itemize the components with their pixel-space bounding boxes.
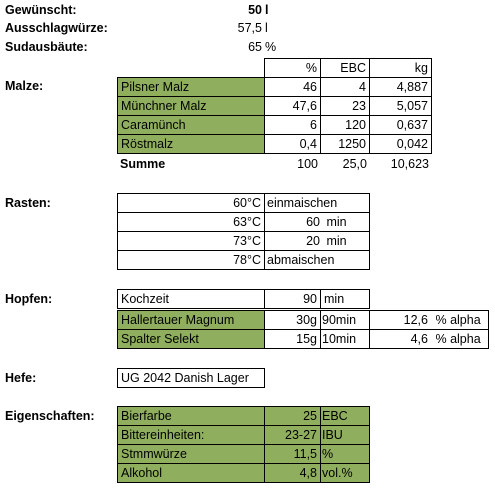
malze-summe-kg: 10,623 bbox=[390, 157, 429, 171]
kochzeit-unit: min bbox=[320, 289, 370, 309]
rast-temp: 63°C bbox=[117, 212, 265, 232]
rast-text: abmaischen bbox=[264, 250, 370, 270]
gewuenscht-value: 50 bbox=[248, 3, 262, 17]
hopfen-alpha-value: 4,6 bbox=[410, 332, 428, 346]
rast-duration-unit: min bbox=[326, 215, 347, 229]
eigenschaft-name: Bittereinheiten: bbox=[117, 425, 265, 445]
rast-temp: 60°C bbox=[117, 193, 265, 213]
malze-col-pct: % bbox=[264, 58, 321, 78]
eigenschaft-name: Stmmwürze bbox=[117, 444, 265, 464]
ausschlag-value: 57,5 bbox=[237, 21, 262, 35]
malze-summe-pct: 100 bbox=[297, 157, 318, 171]
hefe-label: Hefe: bbox=[5, 371, 37, 385]
hopfen-time: 90min bbox=[320, 310, 370, 330]
eigenschaft-unit: vol.% bbox=[320, 463, 370, 483]
hopfen-alpha-unit: % alpha bbox=[435, 332, 481, 346]
malz-kg: 0,637 bbox=[369, 115, 432, 135]
kochzeit-label: Kochzeit bbox=[117, 289, 265, 309]
gewuenscht-label: Gewünscht: bbox=[5, 3, 77, 17]
eigenschaften-label: Eigenschaften: bbox=[5, 409, 95, 423]
eigenschaft-unit: % bbox=[320, 444, 370, 464]
eigenschaft-name: Bierfarbe bbox=[117, 406, 265, 426]
malze-col-ebc: EBC bbox=[320, 58, 370, 78]
gewuenscht-unit: l bbox=[265, 3, 269, 17]
eigenschaft-value: 11,5 bbox=[264, 444, 321, 464]
hopfen-amount: 30g bbox=[264, 310, 321, 330]
rast-duration-unit: min bbox=[326, 234, 347, 248]
hopfen-name: Hallertauer Magnum bbox=[117, 310, 265, 330]
rast-duration bbox=[264, 212, 370, 232]
rast-text: einmaischen bbox=[264, 193, 370, 213]
malz-ebc: 4 bbox=[320, 77, 370, 97]
malz-name: Münchner Malz bbox=[117, 96, 265, 116]
eigenschaft-value: 25 bbox=[264, 406, 321, 426]
hopfen-name: Spalter Selekt bbox=[117, 329, 265, 349]
malz-pct: 46 bbox=[264, 77, 321, 97]
malz-kg: 4,887 bbox=[369, 77, 432, 97]
eigenschaft-unit: IBU bbox=[320, 425, 370, 445]
malze-col-kg: kg bbox=[369, 58, 432, 78]
eigenschaft-name: Alkohol bbox=[117, 463, 265, 483]
hopfen-alpha-unit: % alpha bbox=[435, 313, 481, 327]
rast-duration bbox=[264, 231, 370, 251]
malz-name: Röstmalz bbox=[117, 134, 265, 154]
hopfen-alpha bbox=[369, 310, 489, 330]
malz-name: Pilsner Malz bbox=[117, 77, 265, 97]
malz-pct: 6 bbox=[264, 115, 321, 135]
malze-summe-label: Summe bbox=[120, 157, 166, 171]
malz-kg: 0,042 bbox=[369, 134, 432, 154]
rast-duration-value: 20 bbox=[306, 234, 320, 248]
malz-ebc: 23 bbox=[320, 96, 370, 116]
hopfen-amount: 15g bbox=[264, 329, 321, 349]
rast-temp: 73°C bbox=[117, 231, 265, 251]
malz-name: Caramünch bbox=[117, 115, 265, 135]
hopfen-time: 10min bbox=[320, 329, 370, 349]
eigenschaft-value: 4,8 bbox=[264, 463, 321, 483]
rast-duration-value: 60 bbox=[306, 215, 320, 229]
ausschlag-label: Ausschlagwürze: bbox=[5, 21, 108, 35]
hefe-value: UG 2042 Danish Lager bbox=[117, 368, 265, 388]
kochzeit-value: 90 bbox=[264, 289, 321, 309]
ausschlag-unit: l bbox=[265, 21, 268, 35]
hopfen-alpha-value: 12,6 bbox=[403, 313, 428, 327]
hopfen-label: Hopfen: bbox=[5, 292, 53, 306]
sudausbeute-value: 65 bbox=[248, 40, 262, 54]
malz-ebc: 1250 bbox=[320, 134, 370, 154]
malz-kg: 5,057 bbox=[369, 96, 432, 116]
malze-summe-ebc: 25,0 bbox=[342, 157, 367, 171]
rasten-label: Rasten: bbox=[5, 196, 51, 210]
sudausbeute-label: Sudausbäute: bbox=[5, 40, 88, 54]
rast-temp: 78°C bbox=[117, 250, 265, 270]
eigenschaft-value: 23-27 bbox=[264, 425, 321, 445]
malz-ebc: 120 bbox=[320, 115, 370, 135]
malze-label: Malze: bbox=[5, 79, 44, 93]
eigenschaft-unit: EBC bbox=[320, 406, 370, 426]
malz-pct: 0,4 bbox=[264, 134, 321, 154]
malz-pct: 47,6 bbox=[264, 96, 321, 116]
sudausbeute-unit: % bbox=[265, 40, 277, 54]
hopfen-alpha bbox=[369, 329, 489, 349]
